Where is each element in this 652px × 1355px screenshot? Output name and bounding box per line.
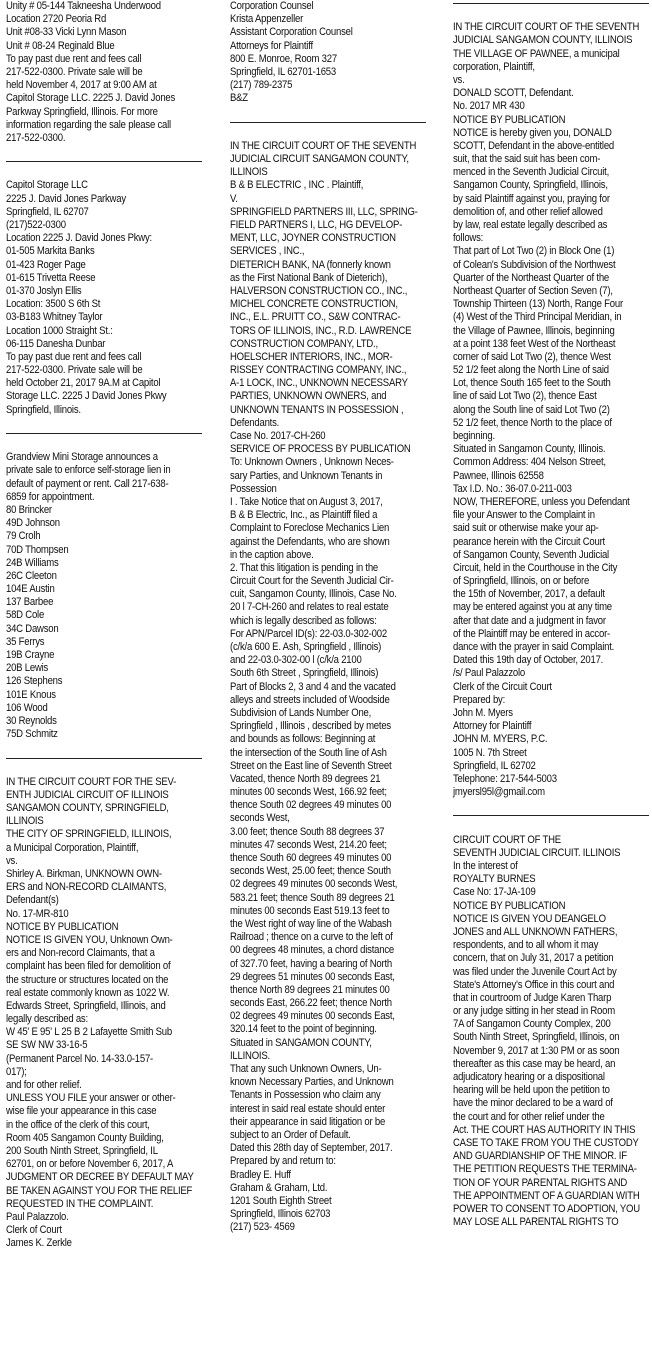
text-line: 52 1/2 feet along the North Line of said: [453, 364, 609, 377]
spacer: [453, 799, 649, 812]
text-line: Street on the East line of Seventh Street: [230, 759, 392, 772]
text-line: hearing will be held upon the petition to: [453, 1084, 610, 1097]
text-line: Location 1000 Straight St.:: [6, 324, 113, 337]
text-line: BE TAKEN AGAINST YOU FOR THE RELIEF: [6, 1184, 193, 1197]
text-line: In the interest of: [453, 860, 518, 872]
text-line: Unity # 05-144 Takneesha Underwood: [6, 0, 161, 12]
text-line: (4) West of the Third Principal Meridian, in: [453, 311, 622, 324]
text-line: 2. That this litigation is pending in the: [230, 561, 379, 574]
column-3: [453, 0, 649, 1229]
text-line: Telephone: 217-544-5003: [453, 772, 557, 785]
text-line: 70D Thompsen: [6, 543, 69, 556]
notice-block: [6, 0, 202, 145]
text-line: default of payment or rent. Call 217-638-: [6, 477, 169, 490]
text-line: MAY LOSE ALL PARENTAL RIGHTS TO: [453, 1216, 619, 1229]
text-line: REQUESTED IN THE COMPLAINT.: [6, 1197, 154, 1210]
text-line: South 6th Street , Springfield, Illinois): [230, 667, 379, 680]
text-line: 01-505 Markita Banks: [6, 245, 95, 258]
text-line: IN THE CIRCUIT COURT OF THE SEVENTH: [230, 139, 417, 152]
text-line: the Village of Pawnee, Illinois, beginning: [453, 324, 615, 337]
text-line: 02 degrees 49 minutes 00 seconds West,: [230, 878, 398, 891]
text-line: NOTICE BY PUBLICATION: [453, 899, 566, 912]
text-line: Clerk of Court: [6, 1224, 62, 1237]
text-line: 104E Austin: [6, 583, 55, 596]
text-line: THE VILLAGE OF PAWNEE, a municipal: [453, 47, 620, 60]
text-line: demolition of, and other relief allowed: [453, 205, 603, 218]
section-divider: [6, 161, 202, 162]
text-line: ILLINOIS: [230, 166, 268, 179]
text-line: JOHN M. MYERS, P.C.: [453, 733, 548, 746]
spacer: [6, 166, 202, 179]
text-line: Lot, thence South 165 feet to the South: [453, 377, 611, 390]
text-line: Defendants.: [230, 416, 280, 429]
text-line: may be entered against you at any time: [453, 601, 612, 614]
text-line: Complaint to Foreclose Mechanics Lien: [230, 522, 390, 535]
text-line: THE APPOINTMENT OF A GUARDIAN WITH: [453, 1189, 640, 1202]
text-line: Prepared by and return to:: [230, 1155, 336, 1168]
text-line: No. 2017 MR 430: [453, 100, 525, 113]
text-line: Case No. 2017-CH-260: [230, 430, 326, 442]
text-line: minutes 47 seconds West, 214.20 feet;: [230, 838, 387, 851]
text-line: ROYALTY BURNES: [453, 873, 536, 886]
text-line: said suit or otherwise make your ap-: [453, 522, 599, 535]
text-line: UNKNOWN TENANTS IN POSSESSION ,: [230, 403, 404, 416]
text-line: the 15th of November, 2017, a default: [453, 588, 605, 601]
text-line: 00 degrees 48 minutes, a chord distance: [230, 944, 394, 957]
text-line: CONSTRUCTION COMPANY, LTD.,: [230, 337, 378, 350]
spacer: [453, 820, 649, 833]
text-line: or any judge sitting in her stead in Room: [453, 1005, 615, 1018]
text-line: thence South 60 degrees 49 minutes 00: [230, 852, 392, 864]
notice-block: [453, 21, 649, 799]
text-line: that in courtroom of Judge Karen Tharp: [453, 991, 612, 1004]
text-line: cuit, Sangamon County, Illinois, Case No.: [230, 588, 397, 601]
text-line: Storage LLC. 2225 J David Jones Pkwy: [6, 390, 167, 403]
text-line: That any such Unknown Owners, Un-: [230, 1063, 382, 1075]
text-line: Pawnee, Illinois 62558: [453, 469, 544, 482]
text-line: UNLESS YOU FILE your answer or other-: [6, 1092, 176, 1105]
text-line: 34C Dawson: [6, 622, 59, 635]
text-line: 58D Cole: [6, 609, 45, 622]
text-line: SCOTT, Defendant in the above-entitled: [453, 139, 615, 152]
text-line: NOTICE BY PUBLICATION: [453, 113, 566, 126]
text-line: of Colean's Subdivision of the Northwest: [453, 258, 616, 271]
text-line: 217-522-0300.: [6, 131, 66, 144]
text-line: 79 Crolh: [6, 530, 41, 543]
text-line: thereafter as this case may be heard, an: [453, 1057, 616, 1070]
text-line: DONALD SCOTT, Defendant.: [453, 87, 574, 100]
section-divider: [453, 3, 649, 4]
text-line: held October 21, 2017 9A.M at Capitol: [6, 377, 161, 390]
text-line: Railroad ; thence on a curve to the left of: [230, 931, 393, 944]
text-line: Krista Appenzeller: [230, 13, 304, 26]
text-line: ERS and NON-RECORD CLAIMANTS,: [6, 881, 167, 894]
text-line: which is legally described as follows:: [230, 614, 377, 627]
text-line: Room 405 Sangamon County Building,: [6, 1131, 164, 1144]
text-line: private sale to enforce self-storage lien in: [6, 464, 171, 477]
text-line: 26C Cleeton: [6, 569, 57, 582]
text-line: FIELD PARTNERS I, LLC, HG DEVELOP-: [230, 219, 403, 231]
text-line: against the Defendants, who are shown: [230, 535, 390, 548]
text-line: and bounds as follows: Beginning at: [230, 733, 376, 746]
spacer: [230, 106, 426, 119]
text-line: 126 Stephens: [6, 675, 63, 688]
text-line: Springfield , Illinois , described by metes: [230, 720, 391, 733]
text-line: For APN/Parcel ID(s): 22-03.0-302-002: [230, 627, 387, 640]
text-line: 1201 South Eighth Street: [230, 1194, 332, 1207]
text-line: Location 2720 Peoria Rd: [6, 13, 107, 26]
text-line: suit, that the said suit has been com-: [453, 153, 601, 166]
text-line: a Municipal Corporation, Plaintiff,: [6, 841, 139, 854]
text-line: known Necessary Parties, and Unknown: [230, 1076, 394, 1089]
text-line: Situated in SANGAMON COUNTY,: [230, 1036, 372, 1049]
notice-block: [230, 0, 426, 106]
text-line: SPRINGFIELD PARTNERS III, LLC, SPRING-: [230, 205, 418, 218]
text-line: James K. Zerkle: [6, 1237, 72, 1250]
text-line: South Ninth Street, Springfield, Illinois, on: [453, 1031, 620, 1044]
text-line: adjudicatory hearing or a dispositional: [453, 1071, 605, 1083]
text-line: jmyersl95l@gmail.com: [453, 786, 545, 799]
text-line: NOTICE BY PUBLICATION: [6, 920, 119, 933]
text-line: the structure or structures located on the: [6, 973, 169, 986]
text-line: TION OF YOUR PARENTAL RIGHTS AND: [453, 1176, 628, 1189]
text-line: 52 1/2 feet, thence North to the place of: [453, 416, 612, 429]
text-line: Defendant(s): [6, 894, 59, 907]
text-line: Prepared by:: [453, 693, 506, 706]
text-line: file your Answer to the Complaint in: [453, 509, 595, 522]
text-line: (217) 789-2375: [230, 79, 293, 92]
text-line: Common Address: 404 Nelson Street,: [453, 456, 606, 469]
section-divider: [6, 758, 202, 759]
text-line: NOTICE is hereby given you, DONALD: [453, 126, 612, 139]
text-line: legally described as:: [6, 1013, 88, 1026]
text-line: SERVICES , INC.,: [230, 245, 305, 258]
section-divider: [6, 433, 202, 434]
text-line: ILLINOIS.: [230, 1049, 270, 1062]
text-line: 3.00 feet; thence South 88 degrees 37: [230, 825, 385, 838]
text-line: I . Take Notice that on August 3, 2017,: [230, 495, 383, 508]
text-line: Circuit, held in the Courthouse in the City: [453, 561, 618, 574]
text-line: JUDGMENT OR DECREE BY DEFAULT MAY: [6, 1171, 194, 1184]
text-line: TORS OF ILLINOIS, INC., R.D. LAWRENCE: [230, 324, 412, 337]
text-line: To pay past due rent and fees call: [6, 350, 142, 363]
text-line: 106 Wood: [6, 701, 48, 714]
text-line: complaint has been filed for demolition of: [6, 960, 171, 973]
text-line: A-1 LOCK, INC., UNKNOWN NECESSARY: [230, 377, 408, 390]
text-line: DIETERICH BANK, NA (fonnerly known: [230, 258, 391, 271]
text-line: the intersection of the South line of Ash: [230, 746, 387, 759]
text-line: 101E Knous: [6, 688, 56, 701]
text-line: 19B Crayne: [6, 649, 55, 661]
text-line: in the caption above.: [230, 548, 314, 561]
notice-block: [6, 179, 202, 416]
text-line: the West right of way line of the Wabash: [230, 917, 392, 930]
text-line: concern, that on July 31, 2017 a petition: [453, 952, 614, 965]
text-line: Dated this 19th day of October, 2017.: [453, 654, 604, 667]
text-line: (c/k/a 600 E. Ash, Springfield , Illinois): [230, 641, 382, 653]
text-line: Dated this 28th day of September, 2017.: [230, 1142, 393, 1155]
text-line: Assistant Corporation Counsel: [230, 26, 353, 39]
text-line: 320.14 feet to the point of beginning.: [230, 1023, 377, 1036]
text-line: and 22-03.0-302-00 l (c/k/a 2100: [230, 654, 362, 667]
text-line: JUDICIAL SANGAMON COUNTY, ILLINOIS: [453, 34, 633, 47]
text-line: (217)522-0300: [6, 219, 66, 231]
text-line: 01-423 Roger Page: [6, 258, 86, 271]
text-line: 01-615 Trivetta Reese: [6, 271, 96, 284]
text-line: wise file your appearance in this case: [6, 1105, 157, 1118]
text-line: Springfield, IL 62702: [453, 759, 536, 772]
text-line: Northeast Quarter of Section Seven (7),: [453, 284, 613, 297]
text-line: Bradley E. Huff: [230, 1168, 291, 1181]
text-line: Springfield, IL 62701-1653: [230, 65, 336, 78]
text-line: 7A of Sangamon County Complex, 200: [453, 1018, 611, 1031]
section-divider: [453, 815, 649, 816]
text-line: 35 Ferrys: [6, 635, 45, 648]
text-line: Corporation Counsel: [230, 0, 314, 12]
text-line: Capitol Storage LLC: [6, 179, 88, 192]
text-line: SE SW NW 33-16-5: [6, 1039, 88, 1052]
text-line: respondents, and to all whom it may: [453, 939, 599, 952]
text-line: seconds West,: [230, 812, 290, 825]
text-line: NOTICE IS GIVEN YOU DEANGELO: [453, 912, 606, 925]
text-line: minutes 00 seconds West, 166.92 feet;: [230, 786, 387, 799]
text-line: have the minor declared to be a ward of: [453, 1097, 613, 1110]
text-line: as the First National Bank of Dieterich),: [230, 271, 388, 284]
text-line: line of said Lot Two (2), thence East: [453, 390, 597, 403]
text-line: corner of said Lot Two (2), thence West: [453, 350, 611, 363]
text-line: alleys and streets included of Woodside: [230, 693, 390, 706]
text-line: RISSEY CONTRACTING COMPANY, INC.,: [230, 364, 407, 377]
text-line: 217-522-0300. Private sale will be: [6, 364, 143, 377]
text-line: No. 17-MR-810: [6, 907, 69, 920]
text-line: Tax I.D. No.: 36-07.0-211-003: [453, 482, 572, 495]
text-line: Subdivision of Lands Number One,: [230, 706, 372, 719]
column-1: [6, 0, 202, 1250]
text-line: 20 l 7-CH-260 and relates to real estate: [230, 601, 389, 614]
text-line: 02 degrees 49 minutes 00 seconds East,: [230, 1010, 395, 1023]
text-line: of Sangamon County, Seventh Judicial: [453, 548, 609, 561]
text-line: JONES and ALL UNKNOWN FATHERS,: [453, 925, 618, 938]
text-line: Tenants in Possession who claim any: [230, 1089, 381, 1102]
text-line: November 9, 2017 at 1:30 PM or as soon: [453, 1044, 620, 1057]
text-line: 03-B183 Whitney Taylor: [6, 311, 103, 324]
text-line: 30 Reynolds: [6, 714, 57, 727]
text-line: of 327.70 feet, having a bearing of North: [230, 957, 392, 970]
text-line: HALVERSON CONSTRUCTION CO., INC.,: [230, 284, 408, 297]
spacer: [6, 763, 202, 776]
text-line: ers and Non-record Claimants, that a: [6, 947, 155, 960]
text-line: B&Z: [230, 92, 248, 105]
spacer: [230, 127, 426, 140]
text-line: /s/ Paul Palazzolo: [453, 667, 525, 680]
text-line: V.: [230, 192, 238, 205]
text-line: Clerk of the Circuit Court: [453, 680, 552, 693]
text-line: SEVENTH JUDICIAL CIRCUIT. ILLINOIS: [453, 846, 621, 859]
text-line: 583.21 feet; thence South 89 degrees 21: [230, 891, 395, 904]
text-line: Springfield, Illinois.: [6, 403, 81, 416]
text-line: 217-522-0300. Private sale will be: [6, 65, 143, 78]
text-line: 20B Lewis: [6, 662, 49, 675]
text-line: thence North 89 degrees 21 minutes 00: [230, 983, 390, 996]
text-line: Parkway Springfield, Illinois. For more: [6, 105, 158, 118]
text-line: That part of Lot Two (2) in Block One (1): [453, 245, 615, 258]
spacer: [6, 438, 202, 451]
text-line: 1005 N. 7th Street: [453, 746, 527, 759]
text-line: Situated in Sangamon County, Illinois.: [453, 443, 606, 456]
text-line: Possession: [230, 482, 277, 495]
spacer: [6, 145, 202, 158]
text-line: 06-115 Danesha Dunbar: [6, 337, 106, 350]
text-line: Graham & Graham, Ltd.: [230, 1181, 328, 1194]
text-line: 200 South Ninth Street, Springfield, IL: [6, 1144, 158, 1157]
spacer: [6, 417, 202, 430]
notice-block: [6, 451, 202, 741]
text-line: To: Unknown Owners , Unknown Neces-: [230, 456, 394, 469]
text-line: follows:: [453, 232, 484, 245]
text-line: 6859 for appointment.: [6, 490, 95, 503]
text-line: at a point 138 feet West of the Northeast: [453, 337, 616, 350]
text-line: Township Thirteen (13) North, Range Four: [453, 298, 623, 311]
text-line: W 45' E 95' L 25 B 2 Lafayette Smith Sub: [6, 1026, 172, 1039]
text-line: CASE TO TAKE FROM YOU THE CUSTODY: [453, 1136, 639, 1149]
text-line: information regarding the sale please call: [6, 118, 171, 131]
text-line: Sangamon County, Springfield, Illinois,: [453, 179, 608, 192]
text-line: 80 Brincker: [6, 503, 52, 516]
text-line: 24B Williams: [6, 556, 59, 569]
text-line: by said Plaintiff against you, praying for: [453, 192, 610, 205]
text-line: interest in said real estate should enter: [230, 1102, 386, 1115]
text-line: (217) 523- 4569: [230, 1221, 295, 1234]
text-line: in the office of the clerk of this court,: [6, 1118, 150, 1131]
text-line: IN THE CIRCUIT COURT FOR THE SEV-: [6, 775, 177, 788]
text-line: beginning.: [453, 430, 495, 442]
text-line: Vacated, thence North 89 degrees 21: [230, 772, 381, 785]
text-line: vs.: [453, 73, 465, 86]
text-line: Shirley A. Birkman, UNKNOWN OWN-: [6, 868, 162, 880]
text-line: MENT, LLC, JOYNER CONSTRUCTION: [230, 232, 396, 245]
text-line: 75D Schmitz: [6, 728, 58, 741]
text-line: dance with the prayer in said Complaint.: [453, 641, 615, 653]
text-line: their appearance in said litigation or be: [230, 1115, 386, 1128]
notice-block: [230, 140, 426, 1235]
text-line: Part of Blocks 2, 3 and 4 and the vacated: [230, 680, 396, 693]
text-line: after that date and a judgment in favor: [453, 614, 606, 627]
text-line: corporation, Plaintiff,: [453, 60, 535, 73]
text-line: John M. Myers: [453, 706, 513, 719]
text-line: Case No: 17-JA-109: [453, 886, 536, 899]
text-line: 49D Johnson: [6, 517, 60, 530]
spacer: [6, 741, 202, 754]
text-line: JUDICIAL CIRCUIT SANGAMON COUNTY,: [230, 153, 409, 166]
text-line: Unit #08-33 Vicki Lynn Mason: [6, 26, 127, 39]
notice-block: [6, 776, 202, 1251]
text-line: To pay past due rent and fees call: [6, 52, 142, 65]
text-line: 017);: [6, 1065, 27, 1078]
text-line: Location 2225 J. David Jones Pkwy:: [6, 232, 152, 245]
spacer: [453, 8, 649, 21]
text-line: THE PETITION REQUESTS THE TERMINA-: [453, 1163, 637, 1176]
text-line: Quarter of the Northeast Quarter of the: [453, 271, 610, 284]
text-line: vs.: [6, 854, 18, 867]
text-line: Act. THE COURT HAS AUTHORITY IN THIS: [453, 1123, 636, 1136]
text-line: minutes 00 seconds East 519.13 feet to: [230, 904, 390, 917]
text-line: Unit # 08-24 Reginald Blue: [6, 39, 115, 52]
text-line: NOTICE IS GIVEN YOU, Unknown Own-: [6, 933, 173, 946]
text-line: Capitol Storage LLC. 2225 J. David Jones: [6, 92, 176, 105]
column-2: [230, 0, 426, 1234]
text-line: ILLINOIS: [6, 815, 44, 828]
text-line: subject to an Order of Default.: [230, 1128, 351, 1141]
text-line: by law, real estate legally described as: [453, 219, 608, 231]
section-divider: [230, 122, 426, 123]
text-line: and for other relief.: [6, 1079, 82, 1091]
text-line: PARTIES, UNKNOWN OWNERS, and: [230, 390, 387, 403]
text-line: THE CITY OF SPRINGFIELD, ILLINOIS,: [6, 828, 172, 841]
text-line: Circuit Court for the Seventh Judicial Cir-: [230, 575, 394, 588]
text-line: of the Plaintiff may be entered in accor-: [453, 627, 611, 640]
text-line: along the South line of said Lot Two (2): [453, 403, 610, 416]
text-line: sary Parties, and Unknown Tenants in: [230, 469, 383, 482]
text-line: CIRCUIT COURT OF THE: [453, 833, 561, 846]
text-line: State's Attorney's Office in this court and: [453, 978, 615, 991]
text-line: 2225 J. David Jones Parkway: [6, 192, 126, 205]
text-line: HOELSCHER INTERIORS, INC., MOR-: [230, 350, 393, 363]
text-line: Paul Palazzolo.: [6, 1210, 69, 1223]
text-line: MICHEL CONCRETE CONSTRUCTION,: [230, 298, 398, 311]
text-line: AND GUARDIANSHIP OF THE MINOR. IF: [453, 1150, 627, 1163]
text-line: Edwards Street, Springfield, Illinois, and: [6, 999, 166, 1012]
text-line: 800 E. Monroe, Room 327: [230, 52, 337, 65]
text-line: real estate commonly known as 1022 W.: [6, 986, 170, 999]
text-line: 62701, on or before November 6, 2017, A: [6, 1158, 174, 1171]
text-line: seconds East, 266.22 feet; thence North: [230, 997, 392, 1010]
text-line: (Permanent Parcel No. 14-33.0-157-: [6, 1052, 154, 1065]
text-line: SERVICE OF PROCESS BY PUBLICATION: [230, 443, 411, 456]
text-line: was filed under the Juvenile Court Act by: [453, 965, 617, 978]
text-line: Springfield, Illinois 62703: [230, 1208, 331, 1221]
text-line: POWER TO CONSENT TO ADOPTION, YOU: [453, 1202, 640, 1215]
notice-block: [453, 834, 649, 1230]
text-line: ENTH JUDICIAL CIRCUIT OF ILLINOIS: [6, 788, 169, 801]
text-line: held November 4, 2017 at 9:00 AM at: [6, 79, 157, 92]
text-line: of Springfield, Illinois, on or before: [453, 575, 590, 588]
text-line: the court and for other relief under the: [453, 1110, 605, 1123]
text-line: NOW, THEREFORE, unless you Defendant: [453, 495, 630, 508]
text-line: pearance herein with the Circuit Court: [453, 535, 605, 548]
text-line: Attorney for Plaintiff: [453, 720, 532, 733]
text-line: 01-370 Joslyn Ellis: [6, 284, 82, 297]
text-line: Grandview Mini Storage announces a: [6, 451, 158, 464]
text-line: 29 degrees 51 minutes 00 seconds East,: [230, 970, 395, 983]
text-line: menced in the Seventh Judicial Circuit,: [453, 166, 610, 179]
text-line: 137 Barbee: [6, 596, 54, 609]
text-line: thence South 02 degrees 49 minutes 00: [230, 799, 392, 812]
text-line: Attorneys for Plaintiff: [230, 39, 313, 52]
text-line: Location: 3500 S 6th St: [6, 298, 101, 311]
text-line: Springfield, IL 62707: [6, 205, 89, 218]
text-line: seconds West, 25.00 feet; thence South: [230, 865, 391, 878]
text-line: B & B Electric, Inc., as Plaintiff filed a: [230, 509, 378, 522]
text-line: SANGAMON COUNTY, SPRINGFIELD,: [6, 802, 169, 815]
text-line: INC., E.L. PRUITT CO., S&W CONTRAC-: [230, 311, 401, 324]
text-line: B & B ELECTRIC , INC . Plaintiff,: [230, 179, 364, 192]
text-line: IN THE CIRCUIT COURT OF THE SEVENTH: [453, 21, 640, 34]
